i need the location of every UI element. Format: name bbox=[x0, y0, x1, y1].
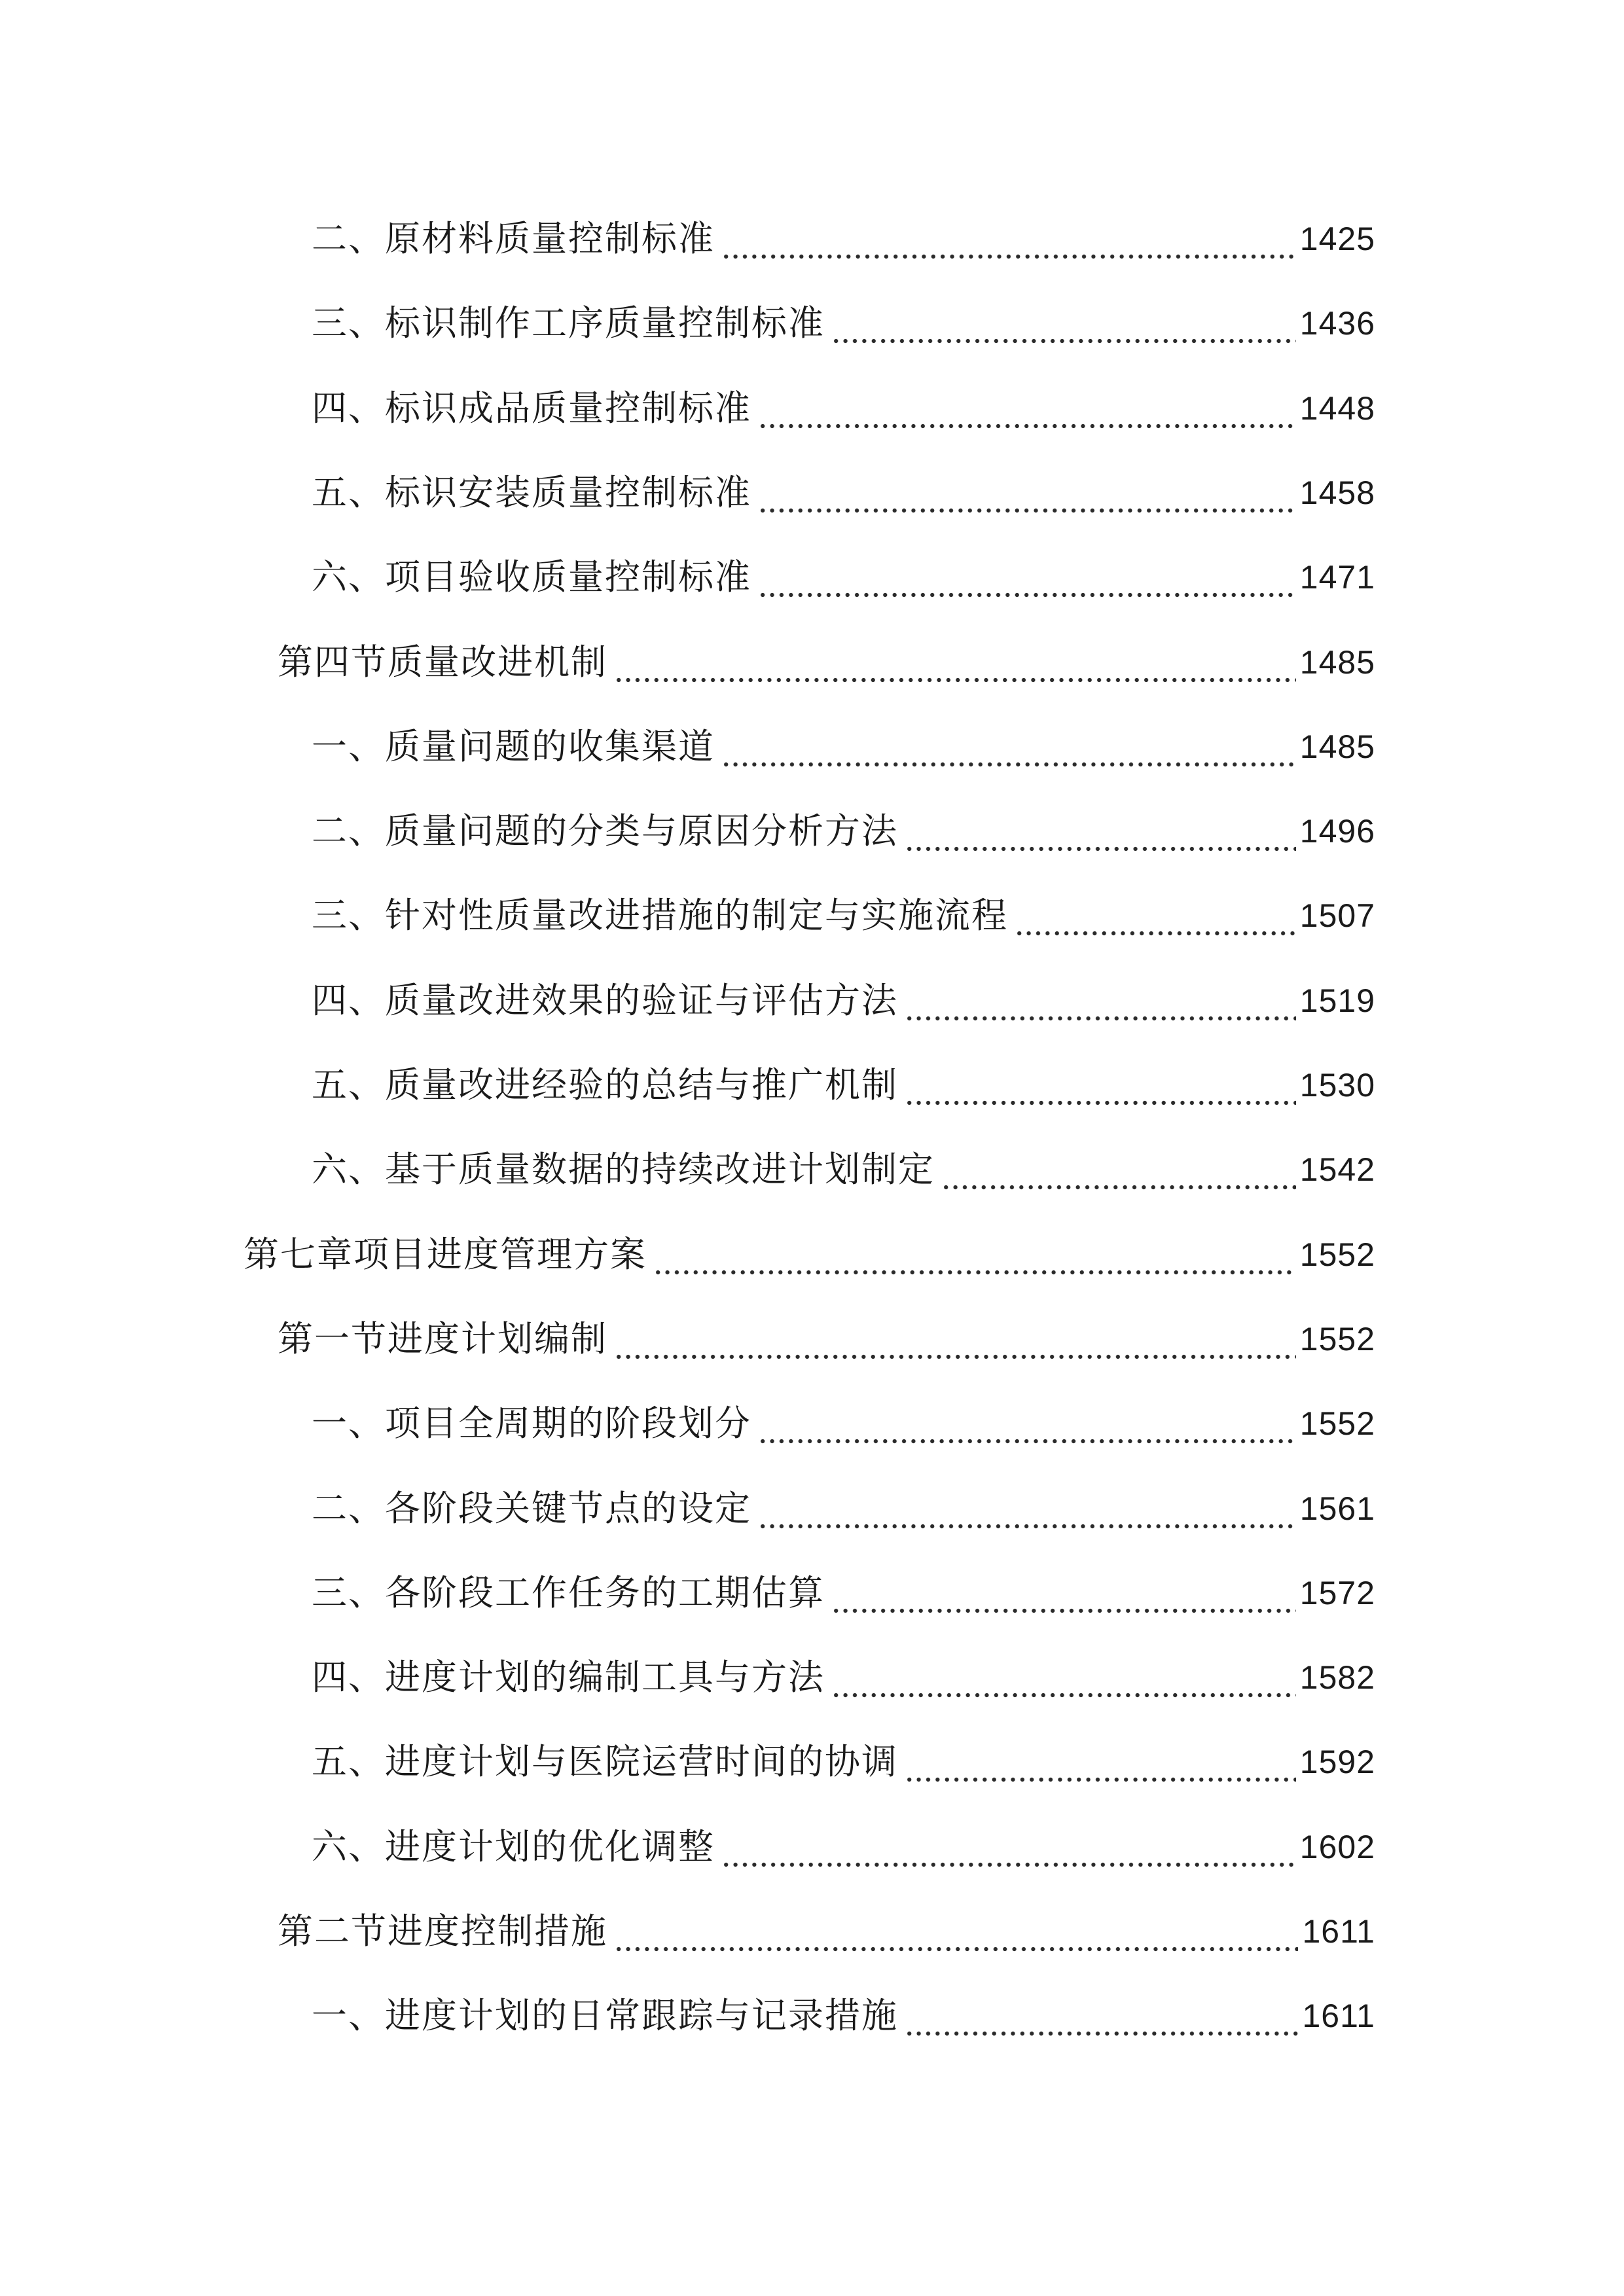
toc-entry-page-number: 1611 bbox=[1302, 1998, 1375, 2034]
toc-entry-page-number: 1436 bbox=[1299, 305, 1375, 342]
toc-entry[interactable] bbox=[312, 968, 1375, 1033]
toc-entry[interactable] bbox=[278, 1306, 1375, 1372]
toc-entry[interactable] bbox=[312, 1391, 1375, 1456]
toc-entry[interactable] bbox=[312, 1560, 1375, 1626]
dot-leader bbox=[614, 1306, 1296, 1372]
toc-entry[interactable] bbox=[312, 714, 1375, 780]
toc-entry-title: 六、进度计划的优化调整 bbox=[312, 1826, 715, 1867]
toc-entry-page-number: 1507 bbox=[1299, 897, 1375, 934]
dot-leader bbox=[721, 1814, 1296, 1880]
toc-entry-title: 三、标识制作工序质量控制标准 bbox=[312, 302, 825, 344]
dot-leader bbox=[831, 1560, 1296, 1626]
toc-entry-page-number: 1552 bbox=[1299, 1321, 1375, 1357]
toc-entry-page-number: 1485 bbox=[1299, 728, 1375, 765]
toc-entry-page-number: 1561 bbox=[1299, 1490, 1375, 1527]
toc-entry[interactable] bbox=[312, 1052, 1375, 1118]
toc-entry-title: 三、针对性质量改进措施的制定与实施流程 bbox=[312, 895, 1008, 936]
toc-entry-page-number: 1485 bbox=[1299, 644, 1375, 681]
toc-entry-title: 一、项目全周期的阶段划分 bbox=[312, 1403, 751, 1444]
dot-leader bbox=[758, 376, 1296, 441]
toc-entry-page-number: 1496 bbox=[1299, 813, 1375, 850]
toc-entry[interactable] bbox=[312, 206, 1375, 272]
toc-entry-title: 二、质量问题的分类与原因分析方法 bbox=[312, 810, 898, 852]
dot-leader bbox=[758, 1476, 1296, 1541]
toc-entry-title: 四、质量改进效果的验证与评估方法 bbox=[312, 980, 898, 1021]
toc-entry-title: 六、基于质量数据的持续改进计划制定 bbox=[312, 1149, 935, 1190]
toc-entry-page-number: 1552 bbox=[1299, 1236, 1375, 1273]
dot-leader bbox=[614, 630, 1296, 695]
toc-entry[interactable] bbox=[312, 376, 1375, 441]
toc-entry-title: 二、原材料质量控制标准 bbox=[312, 218, 715, 259]
dot-leader bbox=[758, 1391, 1296, 1456]
toc-entry-title: 五、标识安装质量控制标准 bbox=[312, 472, 751, 513]
toc-entry[interactable] bbox=[312, 291, 1375, 356]
toc-entry[interactable] bbox=[312, 460, 1375, 526]
toc-entry-page-number: 1530 bbox=[1299, 1067, 1375, 1103]
toc-entry-title: 六、项目验收质量控制标准 bbox=[312, 556, 751, 598]
toc-entry-page-number: 1611 bbox=[1302, 1913, 1375, 1950]
toc-entry[interactable] bbox=[312, 1729, 1375, 1795]
toc-entry[interactable] bbox=[312, 1645, 1375, 1710]
dot-leader bbox=[614, 1899, 1298, 1964]
toc-entry[interactable] bbox=[312, 1983, 1375, 2049]
toc-entry-page-number: 1552 bbox=[1299, 1405, 1375, 1442]
dot-leader bbox=[905, 1729, 1296, 1795]
toc-entry-page-number: 1592 bbox=[1299, 1744, 1375, 1780]
dot-leader bbox=[831, 1645, 1296, 1710]
dot-leader bbox=[721, 714, 1296, 780]
toc-entry-page-number: 1572 bbox=[1299, 1575, 1375, 1611]
toc-entry-title: 第四节质量改进机制 bbox=[278, 641, 607, 683]
toc-entry[interactable] bbox=[312, 1476, 1375, 1541]
toc-entry-page-number: 1542 bbox=[1299, 1151, 1375, 1188]
toc-entry-page-number: 1582 bbox=[1299, 1659, 1375, 1696]
toc-entry-title: 第二节进度控制措施 bbox=[278, 1910, 607, 1952]
toc-entry-page-number: 1425 bbox=[1299, 221, 1375, 257]
dot-leader bbox=[1015, 883, 1296, 948]
dot-leader bbox=[905, 1052, 1296, 1118]
toc-entry-title: 三、各阶段工作任务的工期估算 bbox=[312, 1572, 825, 1613]
toc-entry-page-number: 1458 bbox=[1299, 475, 1375, 511]
toc-entry[interactable] bbox=[312, 1137, 1375, 1202]
toc-entry-page-number: 1448 bbox=[1299, 390, 1375, 427]
toc-entry[interactable] bbox=[244, 1222, 1375, 1287]
toc-entry-title: 二、各阶段关键节点的设定 bbox=[312, 1488, 751, 1529]
toc-entry-page-number: 1602 bbox=[1299, 1829, 1375, 1865]
dot-leader bbox=[831, 291, 1296, 356]
toc-entry-title: 五、质量改进经验的总结与推广机制 bbox=[312, 1064, 898, 1105]
dot-leader bbox=[905, 1983, 1298, 2049]
dot-leader bbox=[758, 545, 1296, 610]
toc-entry[interactable] bbox=[278, 630, 1375, 695]
dot-leader bbox=[905, 968, 1296, 1033]
toc-entry[interactable] bbox=[312, 545, 1375, 610]
toc-entry-title: 一、进度计划的日常跟踪与记录措施 bbox=[312, 1995, 898, 2036]
toc-entry[interactable] bbox=[278, 1899, 1375, 1964]
dot-leader bbox=[905, 798, 1296, 864]
dot-leader bbox=[941, 1137, 1296, 1202]
toc-entry-page-number: 1471 bbox=[1299, 559, 1375, 596]
toc-entry-page-number: 1519 bbox=[1299, 982, 1375, 1019]
toc-entry-title: 五、进度计划与医院运营时间的协调 bbox=[312, 1741, 898, 1782]
dot-leader bbox=[758, 460, 1296, 526]
dot-leader bbox=[653, 1222, 1296, 1287]
toc-entry-title: 四、标识成品质量控制标准 bbox=[312, 387, 751, 429]
toc-entry-title: 第一节进度计划编制 bbox=[278, 1318, 607, 1359]
toc-entry-title: 四、进度计划的编制工具与方法 bbox=[312, 1657, 825, 1698]
toc-entry-title: 第七章项目进度管理方案 bbox=[244, 1234, 647, 1275]
toc-entry-title: 一、质量问题的收集渠道 bbox=[312, 726, 715, 767]
toc-entry[interactable] bbox=[312, 1814, 1375, 1880]
toc-entry[interactable] bbox=[312, 798, 1375, 864]
toc-entry[interactable] bbox=[312, 883, 1375, 948]
dot-leader bbox=[721, 206, 1296, 272]
